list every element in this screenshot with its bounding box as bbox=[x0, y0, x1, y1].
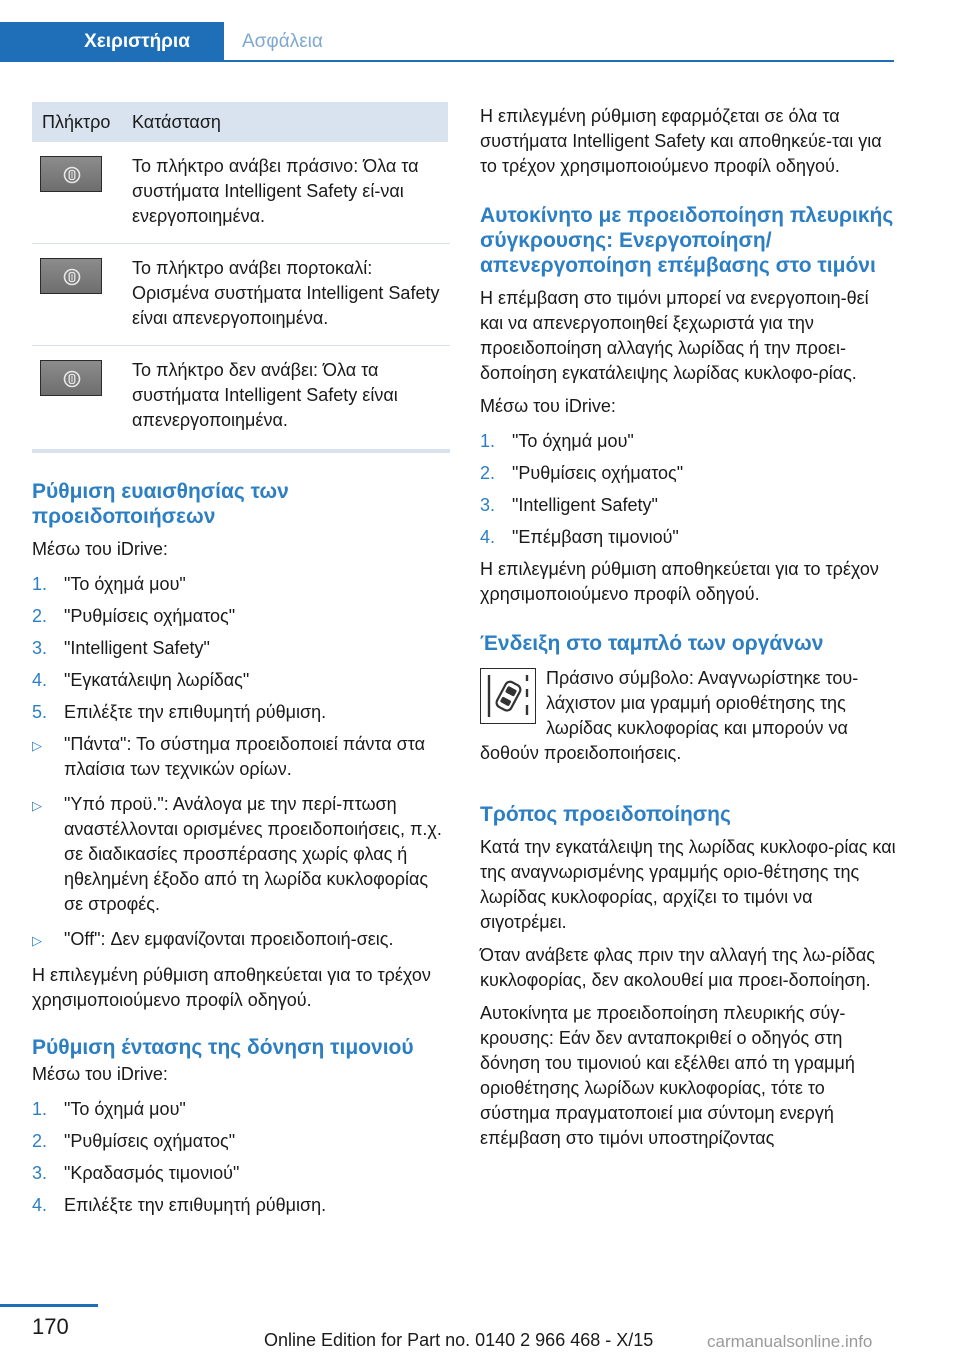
table-row bbox=[32, 346, 450, 447]
edition-note: Online Edition for Part no. 0140 2 966 468 - X/15 bbox=[264, 1330, 654, 1350]
via-idrive-label: Μέσω του iDrive: bbox=[480, 396, 616, 416]
list-item: ▷ "Πάντα": Το σύστημα προειδοποιεί πάντα στα πλαίσια των τεχνικών ορίων. bbox=[32, 732, 450, 782]
vibration-steps bbox=[32, 1097, 450, 1218]
table-row bbox=[32, 244, 450, 346]
list-item: 1. "Το όχημά μου" bbox=[32, 1099, 186, 1119]
lane-departure-icon bbox=[480, 668, 536, 724]
heading-vibration: Ρύθμιση έντασης της δόνηση τιμονιού bbox=[32, 1036, 414, 1059]
intro-text: Η επιλεγμένη ρύθμιση εφαρμόζεται σε όλα τα συστήματα Intelligent Safety και αποθηκεύε-ται για το τρέχον χρησιμοποιούμενο προφίλ οδηγού. bbox=[480, 106, 882, 176]
heading-steering-intervention: Αυτοκίνητο με προειδοποίηση πλευρικής σύγκρουσης: Ενεργοποίηση/απενεργοποίηση επέμβασης στο τιμόνι bbox=[480, 204, 894, 277]
table-row bbox=[32, 142, 450, 244]
list-item: 1. "Το όχημά μου" bbox=[480, 431, 634, 451]
header-rule bbox=[0, 60, 894, 62]
table-cell-status: Το πλήκτρο ανάβει πράσινο: Όλα τα συστήματα Intelligent Safety εί-ναι ενεργοποιημένα. bbox=[132, 156, 419, 226]
right-column bbox=[480, 104, 896, 1151]
button-orange-icon bbox=[40, 258, 102, 294]
button-green-icon bbox=[40, 156, 102, 192]
list-item: ▷ "Off": Δεν εμφανίζονται προειδοποιή-σεις. bbox=[32, 927, 450, 953]
sensitivity-options bbox=[32, 732, 450, 953]
indicator-block bbox=[480, 666, 896, 766]
heading-instrument-display: Ένδειξη στο ταμπλό των οργάνων bbox=[480, 632, 824, 655]
list-item: 3. "Intelligent Safety" bbox=[480, 495, 658, 515]
left-column bbox=[32, 102, 450, 1225]
watermark: carmanualsonline.info bbox=[707, 1332, 873, 1351]
saved-note: Η επιλεγμένη ρύθμιση αποθηκεύεται για το τρέχον χρησιμοποιούμενο προφίλ οδηγού. bbox=[480, 559, 879, 604]
mode-paragraph: Αυτοκίνητα με προειδοποίηση πλευρικής σύγ-κρουσης: Εάν δεν ανταποκριθεί ο οδηγός στη δόνηση του τιμονιού και εξέλθει από τη γραμμή οριοθέτησης λωρίδων κυκλοφορίας, τότε το σύστημα πραγματοποιεί μια σύντομη ενεργή επέμβαση στο τιμόνι υποστηρίζοντας bbox=[480, 1003, 855, 1148]
list-item: 3. "Intelligent Safety" bbox=[32, 638, 210, 658]
via-idrive-label: Μέσω του iDrive: bbox=[32, 539, 168, 559]
table-header bbox=[32, 102, 448, 142]
list-item: 2. "Ρυθμίσεις οχήματος" bbox=[32, 606, 236, 626]
status-table bbox=[32, 102, 450, 453]
list-item: 2. "Ρυθμίσεις οχήματος" bbox=[32, 1131, 236, 1151]
heading-sensitivity: Ρύθμιση ευαισθησίας των προειδοποιήσεων bbox=[32, 480, 289, 528]
indicator-text: Πράσινο σύμβολο: Αναγνωρίστηκε του-λάχιστον μια γραμμή οριοθέτησης της λωρίδας κυκλοφορίας και μπορούν να δοθούν προειδοποιήσεις. bbox=[480, 668, 859, 763]
button-off-icon bbox=[40, 360, 102, 396]
table-cell-status: Το πλήκτρο δεν ανάβει: Όλα τα συστήματα Intelligent Safety είναι απενεργοποιημένα. bbox=[132, 360, 398, 430]
mode-paragraph: Όταν ανάβετε φλας πριν την αλλαγή της λω-ρίδας κυκλοφορίας, δεν ακολουθεί μια προει-δοποίηση. bbox=[480, 945, 875, 990]
header-bar bbox=[0, 22, 894, 62]
list-item: 5. Επιλέξτε την επιθυμητή ρύθμιση. bbox=[32, 702, 327, 722]
intervention-text: Η επέμβαση στο τιμόνι μπορεί να ενεργοποιη-θεί και να απενεργοποιηθεί ξεχωριστά για την προειδοποίηση αλλαγής λωρίδας ή την προει-δοποίηση εγκατάλειψης λωρίδας κυκλοφο-ρίας. bbox=[480, 288, 869, 383]
tab-safety[interactable]: Ασφάλεια bbox=[242, 31, 323, 52]
list-item: ▷ "Υπό προϋ.": Ανάλογα με την περί-πτωση αναστέλλονται ορισμένες προειδοποιήσεις, π.χ. σε διαδικασίες προσπέρασης χωρίς φλας ή ηθελημένη έξοδο από τη λωρίδα κυκλοφορίας σε στροφές. bbox=[32, 792, 450, 917]
list-item: 1. "Το όχημά μου" bbox=[32, 574, 186, 594]
table-bottom-rule bbox=[32, 449, 450, 453]
list-item: 4. "Εγκατάλειψη λωρίδας" bbox=[32, 670, 250, 690]
table-cell-status: Το πλήκτρο ανάβει πορτοκαλί: Ορισμένα συστήματα Intelligent Safety είναι απενεργοποιημένα. bbox=[132, 258, 440, 328]
heading-warning-mode: Τρόπος προειδοποίησης bbox=[480, 803, 731, 826]
list-item: 3. "Κραδασμός τιμονιού" bbox=[32, 1163, 240, 1183]
mode-paragraph: Κατά την εγκατάλειψη της λωρίδας κυκλοφο-ρίας και της αναγνωρισμένης γραμμής οριο-θέτησης της λωρίδας κυκλοφορίας, αρχίζει το τιμόνι να σιγοτρέμει. bbox=[480, 837, 896, 932]
tab-controls[interactable]: Χειριστήρια bbox=[0, 22, 224, 62]
list-item: 4. Επιλέξτε την επιθυμητή ρύθμιση. bbox=[32, 1195, 327, 1215]
list-item: 4. "Επέμβαση τιμονιού" bbox=[480, 527, 679, 547]
sensitivity-steps bbox=[32, 572, 450, 725]
list-item: 2. "Ρυθμίσεις οχήματος" bbox=[480, 463, 684, 483]
triangle-bullet-icon: ▷ bbox=[32, 738, 42, 753]
via-idrive-label: Μέσω του iDrive: bbox=[32, 1064, 168, 1084]
saved-note: Η επιλεγμένη ρύθμιση αποθηκεύεται για το τρέχον χρησιμοποιούμενο προφίλ οδηγού. bbox=[32, 965, 431, 1010]
footer-rule bbox=[0, 1304, 98, 1307]
triangle-bullet-icon: ▷ bbox=[32, 798, 42, 813]
table-header-button: Πλήκτρο bbox=[42, 111, 111, 132]
table-header-status: Κατάσταση bbox=[132, 111, 221, 132]
intervention-steps bbox=[480, 429, 896, 550]
triangle-bullet-icon: ▷ bbox=[32, 933, 42, 948]
page-number: 170 bbox=[32, 1314, 69, 1339]
